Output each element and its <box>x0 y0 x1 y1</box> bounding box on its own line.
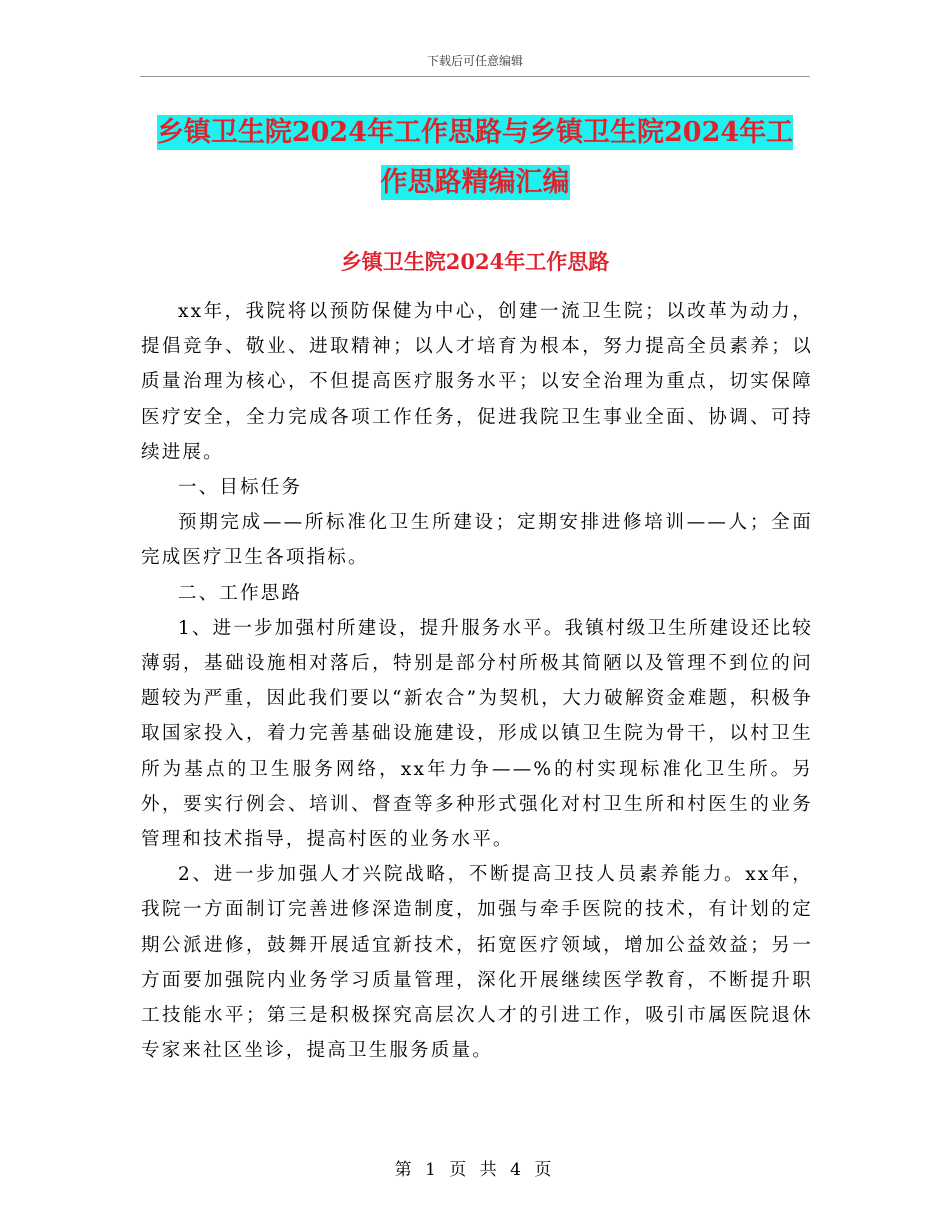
section-title: 乡镇卫生院2024年工作思路 <box>340 249 610 274</box>
document-title <box>140 108 810 208</box>
paragraph-intro: xx年，我院将以预防保健为中心，创建一流卫生院；以改革为动力，提倡竞争、敬业、进取精神；以人才培育为根本，努力提高全员素养；以质量治理为核心，不但提高医疗服务水平；以安全治理为重点，切实保障医疗安全，全力完成各项工作任务，促进我院卫生事业全面、协调、可持续进展。 <box>141 301 813 463</box>
document-title-line-2: 作思路精编汇编 <box>380 167 570 198</box>
document-title-line-1: 乡镇卫生院2024年工作思路与乡镇卫生院2024年工 <box>156 117 794 148</box>
paragraph-village-clinics: 1、进一步加强村所建设，提升服务水平。我镇村级卫生所建设还比较薄弱，基础设施相对落后，特别是部分村所极其简陋以及管理不到位的问题较为严重，因此我们要以“新农合”为契机，大力破解资金难题，积极争取国家投入，着力完善基础设施建设，形成以镇卫生院为骨干，以村卫生所为基点的卫生服务网络，xx年力争——%的村实现标准化卫生所。另外，要实行例会、培训、督查等多种形式强化对村卫生所和村医生的业务管理和技术指导，提高村医的业务水平。 <box>141 617 813 851</box>
heading-work-ideas: 二、工作思路 <box>178 582 303 604</box>
paragraph-talent-strategy: 2、进一步加强人才兴院战略，不断提高卫技人员素养能力。xx年，我院一方面制订完善进修深造制度，加强与牵手医院的技术，有计划的定期公派进修，鼓舞开展适宜新技术，拓宽医疗领域，增加公益效益；另一方面要加强院内业务学习质量管理，深化开展继续医学教育，不断提升职工技能水平；第三是积极探究高层次人才的引进工作，吸引市属医院退休专家来社区坐诊，提高卫生服务质量。 <box>141 864 813 1062</box>
header-note: 下载后可任意编辑 <box>426 54 523 68</box>
document-body <box>141 294 813 1068</box>
paragraph-goals: 预期完成——所标准化卫生所建设；定期安排进修培训——人；全面完成医疗卫生各项指标。 <box>141 512 813 569</box>
page-number: 第 1 页 共 4 页 <box>394 1160 556 1180</box>
heading-goals: 一、目标任务 <box>178 477 303 499</box>
header-divider <box>140 76 810 77</box>
